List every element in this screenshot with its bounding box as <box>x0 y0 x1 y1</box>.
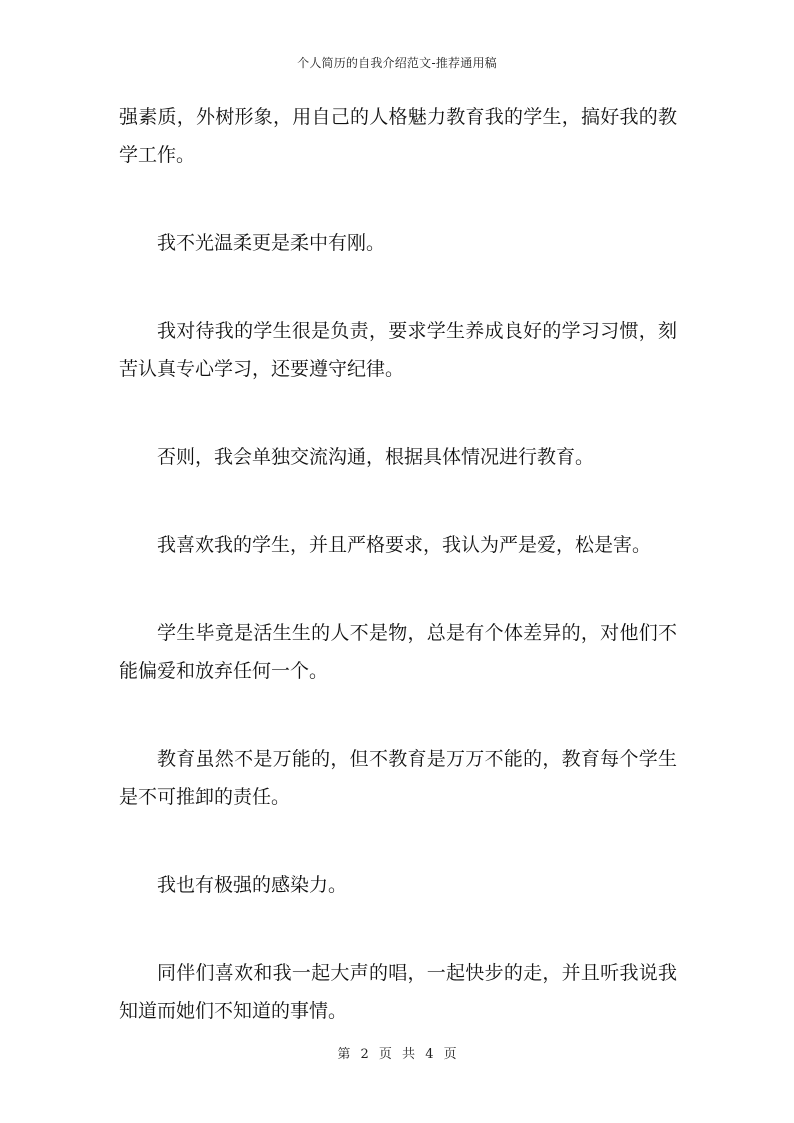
paragraph: 我不光温柔更是柔中有刚。 <box>157 232 386 254</box>
document-body <box>119 98 677 1080</box>
page-header: 个人简历的自我介绍范文-推荐通用稿 <box>297 56 497 70</box>
paragraph: 教育虽然不是万能的，但不教育是万万不能的，教育每个学生是不可推卸的责任。 <box>119 748 677 808</box>
paragraph: 我对待我的学生很是负责，要求学生养成良好的学习习惯，刻苦认真专心学习，还要遵守纪律。 <box>119 320 677 380</box>
paragraph: 否则，我会单独交流沟通，根据具体情况进行教育。 <box>157 446 595 468</box>
paragraph: 强素质，外树形象，用自己的人格魅力教育我的学生，搞好我的教学工作。 <box>119 106 677 166</box>
page-number: 第 2 页 共 4 页 <box>337 1047 457 1062</box>
paragraph: 同伴们喜欢和我一起大声的唱，一起快步的走，并且听我说我知道而她们不知道的事情。 <box>119 962 677 1022</box>
paragraph: 我也有极强的感染力。 <box>157 874 348 896</box>
paragraph: 我喜欢我的学生，并且严格要求，我认为严是爱，松是害。 <box>157 534 652 556</box>
paragraph: 学生毕竟是活生生的人不是物，总是有个体差异的，对他们不能偏爱和放弃任何一个。 <box>119 622 677 682</box>
